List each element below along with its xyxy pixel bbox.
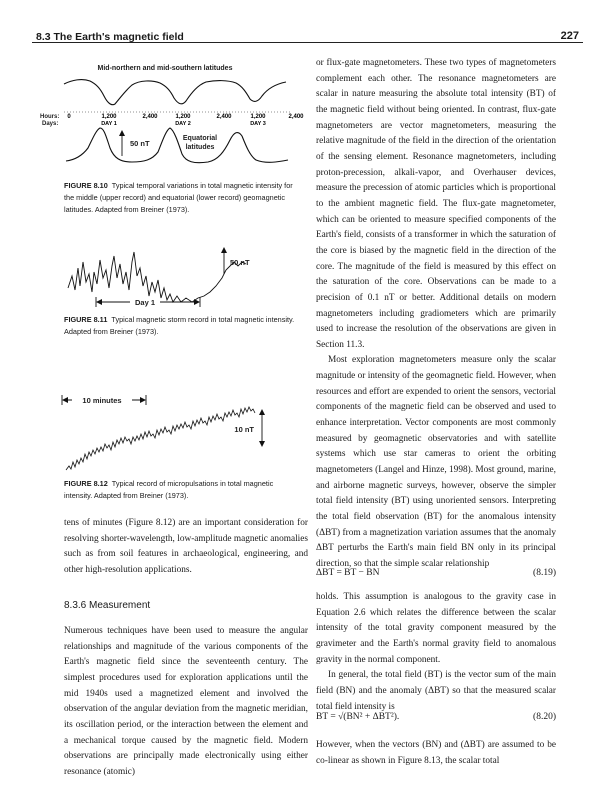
fig-8-10-hour-tick: 1,200 bbox=[250, 114, 266, 120]
caption-text: Typical magnetic storm record in total magnetic intensity. Adapted from Breiner (1973). bbox=[64, 315, 295, 336]
fig-8-10-day-tick: DAY 2 bbox=[175, 121, 191, 127]
fig-8-10-day-tick: DAY 3 bbox=[250, 121, 266, 127]
fig-8-10-hours-label: Hours: bbox=[40, 114, 60, 120]
fig-8-10-bottom-label-line1: Equatorial bbox=[182, 135, 218, 142]
equation-8-19 bbox=[316, 568, 556, 578]
equation-body: ΔBT = BT − BN bbox=[316, 568, 380, 578]
fig-8-10-bottom-label-line2: latitudes bbox=[185, 144, 215, 151]
equation-number: (8.19) bbox=[533, 568, 556, 578]
fig-8-10-scale-label: 50 nT bbox=[130, 139, 150, 148]
fig-8-10-hour-tick: 2,400 bbox=[142, 114, 158, 120]
fig-8-10-hour-tick: 1,200 bbox=[101, 114, 117, 120]
fig-8-12-micropulsation-record bbox=[66, 407, 255, 470]
fig-8-10-hour-tick: 1,200 bbox=[175, 114, 191, 120]
fig-8-10-day-tick: DAY 1 bbox=[101, 121, 117, 127]
fig-8-11-time-arrow-left bbox=[96, 299, 102, 305]
fig-8-10-top-label: Mid-northern and mid-southern latitudes bbox=[97, 65, 233, 72]
caption-id: FIGURE 8.10 bbox=[64, 181, 108, 190]
figure-8-12 bbox=[40, 382, 310, 478]
fig-8-11-time-arrow-right bbox=[194, 299, 200, 305]
page-number: 227 bbox=[560, 30, 579, 42]
paragraph: In general, the total field (BT) is the vector sum of the main field (BN) and the anomaly (ΔBT) so that the measured scalar total field intensity is bbox=[316, 670, 556, 712]
header-rule bbox=[32, 42, 583, 43]
fig-8-10-days-label: Days: bbox=[42, 121, 59, 127]
left-column-paragraph-measurement bbox=[64, 624, 308, 781]
right-column-text-block-1 bbox=[316, 56, 556, 573]
fig-8-10-upper-record bbox=[64, 80, 286, 105]
fig-8-11-time-label: Day 1 bbox=[134, 298, 156, 307]
equation-body: BT = √(BN² + ΔBT²). bbox=[316, 712, 400, 722]
figure-8-10 bbox=[40, 56, 310, 184]
paragraph: Most exploration magnetometers measure only the scalar magnitude or intensity of the geomagnetic field. However, when resources and effort are expended to orient the sensors, vectorial components of the magnetic field can be observed and used to enhance interpretation. Vector components are most commonly measured by geomagnetic observatories and with satellite systems which use star cameras to orient the orbiting magnetometers (Langel and Hinze, 1998). Most ground, marine, and airborne magnetic surveys, however, observe the simpler total field intensity (BT) using unoriented sensors. Interpreting the total field observation (BT) for the anomalous intensity (ΔBT) from a magnetization variation assumes that the anomaly ΔBT perturbs the Earth's main field BN only in its principal direction, so that the simple scalar relationship bbox=[316, 355, 556, 569]
figure-8-11-caption bbox=[64, 314, 296, 338]
fig-8-12-scale-arrow-down bbox=[259, 441, 265, 447]
fig-8-12-time-arrow-left bbox=[62, 397, 68, 403]
fig-8-12-time-label: 10 minutes bbox=[82, 396, 122, 405]
paragraph: or flux-gate magnetometers. These two types of magnetometers complement each other. The resonance magnetometers are scalar in nature measuring the absolute total intensity (BT) of the magnetic field without being oriented. In contrast, flux-gate magnetometers are vector magnetometers, measuring the relative magnitude of the field in the direction of the orientation of the sensing element. Resonance magnetometers, including proton-precession, alkali-vapor, and Overhauser devices, measure the precession of atomic particles which is proportional to the ambient magnetic field. The flux-gate magnetometer, which can be oriented to measure specified components of the Earth's field, consists of a transformer in which the saturation of the core is biased by the magnetic field in the direction of the core. The magnitude of the field is measured by this effect on the saturation of the core. Observations can be made to a precision of 0.1 nT or better. Additional details on modern magnetometers including gradiometers which are primarily used to increase the resolution of the observations are given in Section 11.3. bbox=[316, 58, 556, 350]
paragraph: tens of minutes (Figure 8.12) are an important consideration for resolving shorter-wavelength, low-amplitude magnetic anomalies such as from soil features in archaeological, engineering, and other high-resolution applications. bbox=[64, 518, 308, 575]
paragraph: However, when the vectors (BN) and (ΔBT) are assumed to be co-linear as shown in Figure 8.13, the scalar total bbox=[316, 740, 556, 766]
figure-8-12-caption bbox=[64, 478, 296, 502]
fig-8-10-hour-tick: 2,400 bbox=[216, 114, 232, 120]
caption-id: FIGURE 8.12 bbox=[64, 479, 108, 488]
caption-id: FIGURE 8.11 bbox=[64, 315, 108, 324]
fig-8-10-lower-record bbox=[66, 128, 288, 163]
fig-8-11-storm-record bbox=[68, 252, 246, 302]
caption-text: Typical temporal variations in total magnetic intensity for the middle (upper record) and equatorial (lower record) geomagnetic latitudes. Adapted from Breiner (1973). bbox=[64, 181, 293, 214]
paragraph: Numerous techniques have been used to measure the angular relationships and magnitude of the various components of the Earth's magnetic field since the seventeenth century. The simplest procedures used for exploration applications until the mid 1940s used a magnetized element and involved the observation of the angular deviation from the magnetic meridian, its oscillation period, or the interaction between the element and a mechanical torque caused by the magnetic field. Modern observations are principally made electronically using either resonance (atomic) bbox=[64, 626, 308, 777]
fig-8-12-scale-arrow-up bbox=[259, 409, 265, 415]
running-header-title: 8.3 The Earth's magnetic field bbox=[36, 31, 184, 43]
section-heading-8-3-6: 8.3.6 Measurement bbox=[64, 600, 151, 611]
fig-8-12-scale-label: 10 nT bbox=[234, 425, 254, 434]
paragraph: holds. This assumption is analogous to the gravity case in Equation 2.6 which relates the difference between the scalar intensity of the total gravity component measured by the gravimeter and the Earth's normal gravity field to anomalous gravity in the normal component. bbox=[316, 592, 556, 665]
fig-8-11-scale-arrow bbox=[221, 247, 227, 253]
equation-number: (8.20) bbox=[533, 712, 556, 722]
fig-8-11-scale-label: 50 nT bbox=[230, 258, 250, 267]
right-column-text-block-3 bbox=[316, 738, 556, 769]
caption-text: Typical record of micropulsations in total magnetic intensity. Adapted from Breiner (1973). bbox=[64, 479, 274, 500]
equation-8-20 bbox=[316, 712, 556, 722]
fig-8-10-scale-arrow bbox=[119, 130, 125, 136]
figure-8-11 bbox=[40, 232, 310, 314]
right-column-text-block-2 bbox=[316, 590, 556, 715]
fig-8-10-hour-tick: 0 bbox=[67, 114, 71, 120]
fig-8-12-time-arrow-right bbox=[140, 397, 146, 403]
left-column-paragraph-continued bbox=[64, 516, 308, 579]
fig-8-10-hour-tick: 2,400 bbox=[288, 114, 304, 120]
figure-8-10-caption bbox=[64, 180, 296, 216]
